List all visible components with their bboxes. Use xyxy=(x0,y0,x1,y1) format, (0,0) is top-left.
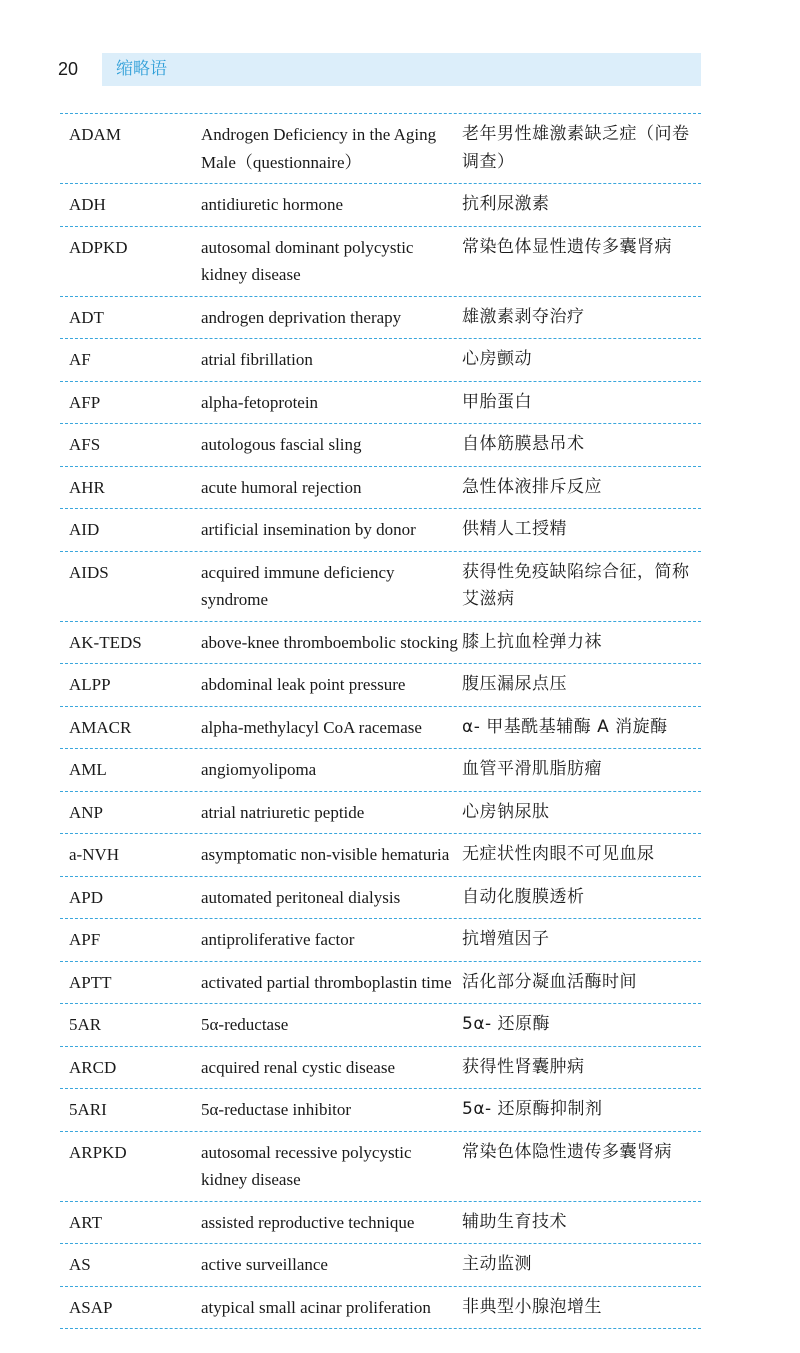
abbreviation-cell: APTT xyxy=(69,972,112,992)
table-row xyxy=(60,1287,701,1330)
table-row xyxy=(60,1202,701,1245)
english-term-cell: active surveillance xyxy=(201,1255,328,1274)
english-term-cell: angiomyolipoma xyxy=(201,760,317,779)
table-row xyxy=(60,509,701,552)
abbreviation-cell: AML xyxy=(69,760,107,779)
abbreviation-cell: ADPKD xyxy=(69,237,128,257)
english-term-cell: assisted reproductive technique xyxy=(201,1212,415,1232)
chinese-term-cell: 常染色体显性遗传多囊肾病 xyxy=(462,236,672,257)
section-header-band xyxy=(102,53,701,86)
english-term-cell: acquired immune deficiency syndrome xyxy=(201,562,395,609)
page-header xyxy=(58,53,701,86)
abbreviation-table xyxy=(60,113,701,1329)
abbreviation-cell: 5ARI xyxy=(69,1100,107,1119)
table-row xyxy=(60,919,701,962)
english-term-cell: alpha-methylacyl CoA racemase xyxy=(201,717,422,737)
page-number: 20 xyxy=(58,59,79,79)
abbreviation-cell: ADH xyxy=(69,195,106,214)
chinese-term-cell: 活化部分凝血活酶时间 xyxy=(462,971,637,992)
table-row xyxy=(60,227,701,297)
chinese-term-cell: 腹压漏尿点压 xyxy=(462,674,567,694)
table-row xyxy=(60,1244,701,1287)
english-term-cell: Androgen Deficiency in the Aging Male（questionnaire） xyxy=(201,125,437,172)
abbreviation-cell: AFP xyxy=(69,392,101,412)
table-row xyxy=(60,1132,701,1202)
chinese-term-cell: 甲胎蛋白 xyxy=(462,391,532,412)
chinese-term-cell: 膝上抗血栓弹力袜 xyxy=(462,631,602,652)
chinese-term-cell: 获得性免疫缺陷综合征，简称艾滋病 xyxy=(462,561,690,609)
english-term-cell: asymptomatic non-visible hematuria xyxy=(201,845,450,864)
table-row xyxy=(60,664,701,707)
abbreviation-cell: APD xyxy=(69,887,104,907)
chinese-term-cell: 抗利尿激素 xyxy=(462,194,550,214)
chinese-term-cell: 无症状性肉眼不可见血尿 xyxy=(462,844,655,864)
english-term-cell: alpha-fetoprotein xyxy=(201,392,319,412)
english-term-cell: autosomal recessive polycystic kidney disease xyxy=(201,1142,412,1189)
abbreviation-cell: ART xyxy=(69,1212,102,1232)
chinese-term-cell: 常染色体隐性遗传多囊肾病 xyxy=(462,1141,672,1162)
english-term-cell: abdominal leak point pressure xyxy=(201,675,406,694)
chinese-term-cell: 自体筋膜悬吊术 xyxy=(462,434,585,454)
abbreviation-cell: ANP xyxy=(69,802,104,822)
table-row xyxy=(60,339,701,382)
chinese-term-cell: α- 甲基酰基辅酶 A 消旋酶 xyxy=(462,716,668,737)
abbreviation-cell: ARPKD xyxy=(69,1142,127,1162)
table-row xyxy=(60,382,701,425)
abbreviation-cell: AK-TEDS xyxy=(69,632,142,652)
abbreviation-cell: APF xyxy=(69,930,101,949)
abbreviation-cell: ASAP xyxy=(69,1297,113,1317)
chinese-term-cell: 雄激素剥夺治疗 xyxy=(462,306,585,327)
english-term-cell: 5α-reductase inhibitor xyxy=(201,1100,352,1119)
chinese-term-cell: 自动化腹膜透析 xyxy=(462,886,585,907)
chinese-term-cell: 供精人工授精 xyxy=(462,519,567,539)
table-row xyxy=(60,834,701,877)
table-row xyxy=(60,707,701,750)
table-row xyxy=(60,424,701,467)
chinese-term-cell: 心房钠尿肽 xyxy=(462,801,550,822)
english-term-cell: above-knee thromboembolic stocking xyxy=(201,632,458,652)
english-term-cell: artificial insemination by donor xyxy=(201,520,416,539)
abbreviation-cell: AFS xyxy=(69,435,101,454)
table-row xyxy=(60,1004,701,1047)
english-term-cell: acquired renal cystic disease xyxy=(201,1057,395,1077)
english-term-cell: automated peritoneal dialysis xyxy=(201,887,401,907)
table-row xyxy=(60,962,701,1005)
abbreviation-cell: ADT xyxy=(69,307,104,327)
english-term-cell: antidiuretic hormone xyxy=(201,195,344,214)
table-row xyxy=(60,552,701,622)
abbreviation-cell: a-NVH xyxy=(69,845,120,864)
english-term-cell: acute humoral rejection xyxy=(201,477,362,497)
chinese-term-cell: 抗增殖因子 xyxy=(462,929,550,949)
chinese-term-cell: 主动监测 xyxy=(462,1254,532,1274)
chinese-term-cell: 老年男性雄激素缺乏症（问卷调查） xyxy=(462,124,690,172)
table-row xyxy=(60,1047,701,1090)
english-term-cell: autologous fascial sling xyxy=(201,435,362,454)
english-term-cell: 5α-reductase xyxy=(201,1015,289,1034)
table-row xyxy=(60,114,701,184)
english-term-cell: atypical small acinar proliferation xyxy=(201,1297,431,1317)
table-row xyxy=(60,749,701,792)
abbreviation-cell: ADAM xyxy=(69,125,121,144)
chinese-term-cell: 急性体液排斥反应 xyxy=(462,476,602,497)
chinese-term-cell: 非典型小腺泡增生 xyxy=(462,1296,602,1317)
english-term-cell: antiproliferative factor xyxy=(201,930,355,949)
english-term-cell: androgen deprivation therapy xyxy=(201,307,402,327)
chinese-term-cell: 5α- 还原酶抑制剂 xyxy=(462,1099,603,1119)
abbreviation-cell: AID xyxy=(69,520,100,539)
table-row xyxy=(60,297,701,340)
abbreviation-cell: 5AR xyxy=(69,1015,102,1034)
abbreviation-cell: AMACR xyxy=(69,717,132,737)
abbreviation-cell: ALPP xyxy=(69,675,111,694)
abbreviation-cell: AHR xyxy=(69,477,105,497)
section-title: 缩略语 xyxy=(116,59,167,79)
table-row xyxy=(60,467,701,510)
abbreviation-cell: AS xyxy=(69,1255,91,1274)
english-term-cell: activated partial thromboplastin time xyxy=(201,972,452,992)
abbreviation-cell: AIDS xyxy=(69,562,109,582)
table-row xyxy=(60,622,701,665)
english-term-cell: autosomal dominant polycystic kidney disease xyxy=(201,237,414,284)
table-row xyxy=(60,1089,701,1132)
abbreviation-cell: AF xyxy=(69,350,91,369)
chinese-term-cell: 辅助生育技术 xyxy=(462,1211,567,1232)
english-term-cell: atrial fibrillation xyxy=(201,350,313,369)
table-row xyxy=(60,792,701,835)
chinese-term-cell: 血管平滑肌脂肪瘤 xyxy=(462,759,602,779)
chinese-term-cell: 5α- 还原酶 xyxy=(462,1014,551,1034)
english-term-cell: atrial natriuretic peptide xyxy=(201,802,365,822)
abbreviation-cell: ARCD xyxy=(69,1057,117,1077)
table-row xyxy=(60,184,701,227)
chinese-term-cell: 获得性肾囊肿病 xyxy=(462,1056,585,1077)
chinese-term-cell: 心房颤动 xyxy=(462,349,532,369)
table-row xyxy=(60,877,701,920)
